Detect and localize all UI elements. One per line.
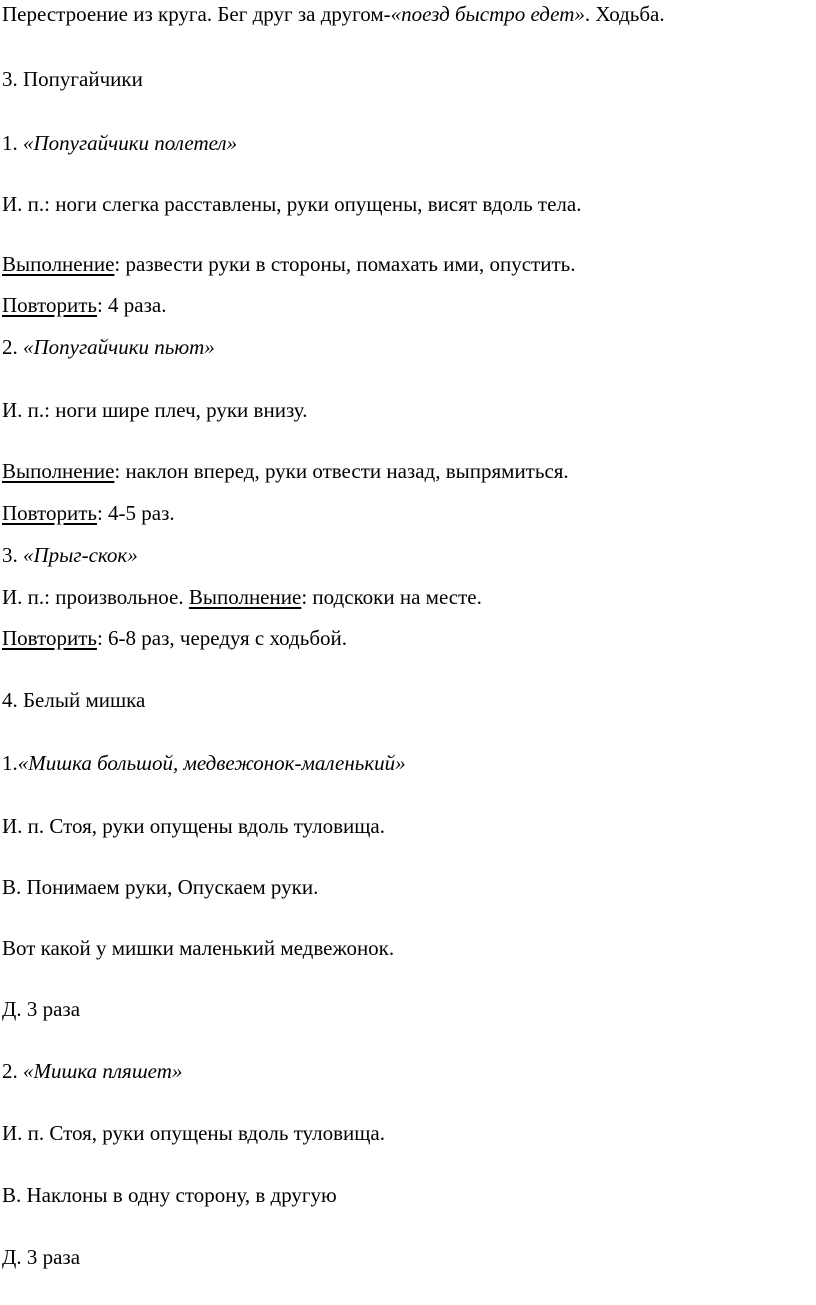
execution-label: Выполнение xyxy=(188,585,302,609)
exercise-number: 3. xyxy=(2,543,23,567)
exercise-3-1-execution xyxy=(2,252,575,276)
exercise-4-2-dosage: Д. 3 раза xyxy=(2,1245,81,1269)
exercise-3-2-execution xyxy=(2,459,569,483)
exercise-number: 2. xyxy=(2,1059,23,1083)
exercise-title: «Мишка пляшет» xyxy=(23,1059,183,1083)
exercise-3-1-repeat xyxy=(2,293,166,317)
exercise-4-1-heading xyxy=(2,751,406,775)
repeat-text: : 6-8 раз, чередуя с ходьбой. xyxy=(96,626,347,650)
execution-text: : подскоки на месте. xyxy=(301,585,482,609)
exercise-number: 2. xyxy=(2,335,23,359)
exercise-title: «Прыг-скок» xyxy=(23,543,138,567)
exercise-4-1-execution: В. Понимаем руки, Опускаем руки. xyxy=(2,875,319,899)
exercise-3-1-start-position: И. п.: ноги слегка расставлены, руки опущены, висят вдоль тела. xyxy=(2,192,582,216)
exercise-4-2-heading xyxy=(2,1059,182,1083)
exercise-number: 1. xyxy=(2,751,18,775)
exercise-3-3-heading xyxy=(2,543,138,567)
repeat-text: : 4 раза. xyxy=(96,293,167,317)
execution-label: Выполнение xyxy=(2,459,115,483)
intro-line xyxy=(2,2,665,26)
repeat-label: Повторить xyxy=(2,501,97,525)
execution-text: : наклон вперед, руки отвести назад, выпрямиться. xyxy=(114,459,569,483)
exercise-4-1-start-position: И. п. Стоя, руки опущены вдоль туловища. xyxy=(2,814,385,838)
exercise-title: «Попугайчики пьют» xyxy=(23,335,215,359)
intro-text: Перестроение из круга. Бег друг за другом- xyxy=(2,2,391,26)
intro-text-end: . Ходьба. xyxy=(584,2,665,26)
repeat-label: Повторить xyxy=(2,626,97,650)
repeat-text: : 4-5 раз. xyxy=(96,501,175,525)
exercise-4-2-start-position: И. п. Стоя, руки опущены вдоль туловища. xyxy=(2,1121,385,1145)
exercise-3-1-heading xyxy=(2,131,237,155)
exercise-title: «Попугайчики полетел» xyxy=(23,131,238,155)
exercise-3-2-heading xyxy=(2,335,215,359)
exercise-4-2-execution: В. Наклоны в одну сторону, в другую xyxy=(2,1183,337,1207)
exercise-4-1-dosage: Д. 3 раза xyxy=(2,997,81,1021)
exercise-3-3-start-position xyxy=(2,585,482,609)
execution-text: : развести руки в стороны, помахать ими, опустить. xyxy=(114,252,576,276)
exercise-3-3-repeat xyxy=(2,626,347,650)
exercise-3-2-repeat xyxy=(2,501,175,525)
execution-label: Выполнение xyxy=(2,252,115,276)
exercise-3-2-start-position: И. п.: ноги шире плеч, руки внизу. xyxy=(2,398,308,422)
start-position-text: И. п.: произвольное. xyxy=(2,585,189,609)
intro-game-title: «поезд быстро едет» xyxy=(390,2,585,26)
exercise-title: «Мишка большой, медвежонок-маленький» xyxy=(17,751,406,775)
exercise-number: 1. xyxy=(2,131,23,155)
section-3-heading: 3. Попугайчики xyxy=(2,67,143,91)
section-4-heading: 4. Белый мишка xyxy=(2,688,146,712)
repeat-label: Повторить xyxy=(2,293,97,317)
exercise-4-1-verse: Вот какой у мишки маленький медвежонок. xyxy=(2,936,395,960)
